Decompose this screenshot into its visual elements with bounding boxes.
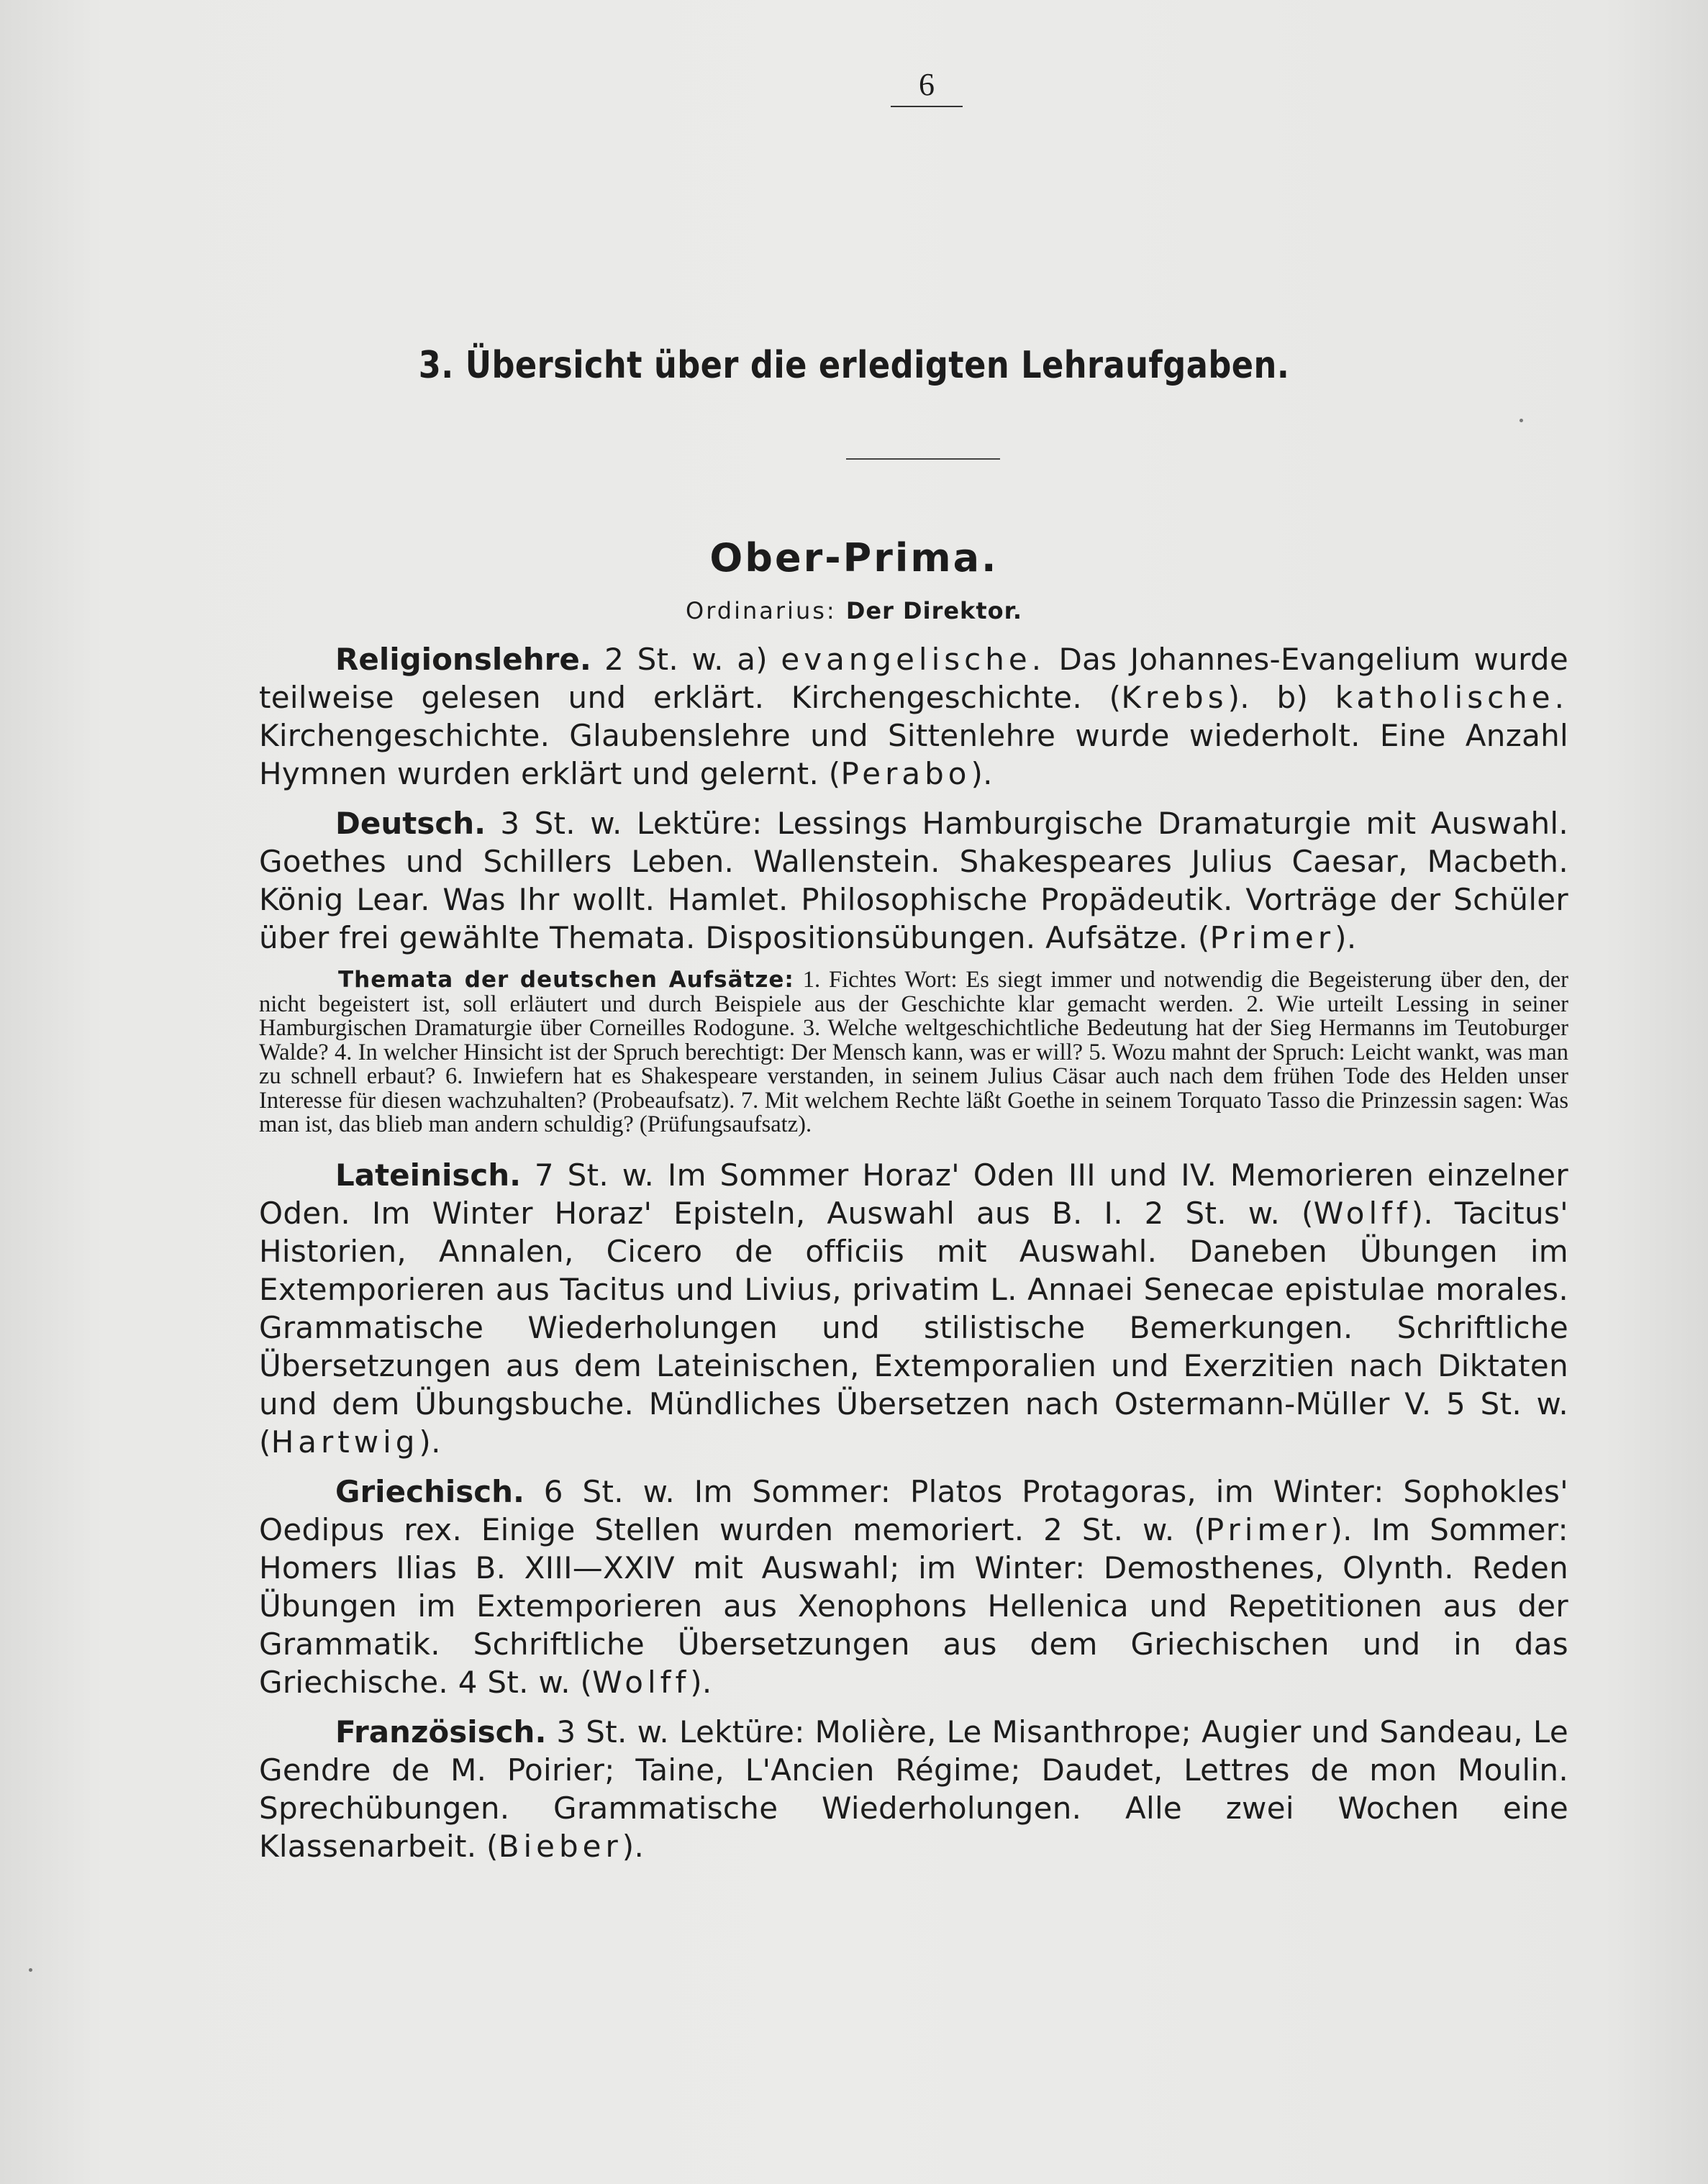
- teacher-name: Primer: [1205, 1511, 1331, 1547]
- themata-label: Themata der deutschen Aufsätze:: [338, 967, 794, 993]
- spaced-text: katholische.: [1335, 680, 1568, 715]
- paragraph-text: 7 St. w. Im Sommer Horaz' Oden III und IV. Memorieren einzelner Oden. Im Winter Horaz' Episteln, Auswahl aus B. I. 2 St. w. (: [259, 1157, 1568, 1231]
- subject-heading: Französisch.: [335, 1714, 547, 1750]
- page-number: 6: [891, 66, 963, 107]
- griechisch-paragraph: [259, 1473, 1568, 1701]
- speck: [1520, 419, 1523, 422]
- latein-paragraph: [259, 1156, 1568, 1461]
- paragraph-text: ). Tacitus' Historien, Annalen, Cicero de officiis mit Auswahl. Daneben Übungen im Extemporieren aus Tacitus und Livius, privatim L. Annaei Senecae epistulae morales. Grammatische Wiederholungen und stilistische Bemerkungen. Schriftliche Übersetzungen aus dem Lateinischen, Extemporalien und Exerzitien nach Diktaten und dem Übungsbuche. Mündliches Übersetzen nach Ostermann-Müller V. 5 St. w. (: [259, 1195, 1568, 1460]
- ordinarius-name: Der Direktor.: [845, 597, 1022, 624]
- paragraph-text: ).: [419, 1424, 441, 1460]
- page-heading: 3. Übersicht über die erledigten Lehraufgaben.: [418, 344, 1290, 387]
- themata-paragraph: [259, 968, 1568, 1137]
- subject-heading: Lateinisch.: [335, 1157, 522, 1193]
- heading-divider: [846, 458, 1000, 460]
- deutsch-paragraph: [259, 804, 1568, 957]
- spaced-text: evangelische.: [781, 642, 1046, 677]
- paragraph-text: 3 St. w. Lektüre: Lessings Hamburgische Dramaturgie mit Auswahl. Goethes und Schillers Leben. Wallenstein. Shakespeares Julius Caesar, Macbeth. König Lear. Was Ihr wollt. Hamlet. Philosophische Propädeutik. Vorträge der Schüler über frei gewählte Themata. Dispositionsübungen. Aufsätze. (: [259, 806, 1568, 955]
- subject-heading: Griechisch.: [335, 1473, 525, 1509]
- teacher-name: Hartwig: [271, 1424, 419, 1460]
- ordinarius-line: [0, 597, 1708, 624]
- teacher-name: Bieber: [498, 1828, 622, 1864]
- paragraph-text: Kirchengeschichte. Glaubenslehre und Sittenlehre wurde wiederholt. Eine Anzahl Hymnen wurden erklärt und gelernt. (: [259, 718, 1568, 791]
- teacher-name: Krebs: [1121, 680, 1228, 715]
- paragraph-text: 3 St. w. Lektüre: Molière, Le Misanthrope; Augier und Sandeau, Le Gendre de M. Poirier; Taine, L'Ancien Régime; Daudet, Lettres de mon Moulin. Sprechübungen. Grammatische Wiederholungen. Alle zwei Wochen eine Klassenarbeit. (: [259, 1714, 1568, 1864]
- paragraph-text: Das Johannes-Evangelium wurde teilweise gelesen und erklärt. Kirchengeschichte. (: [259, 642, 1569, 715]
- section-title: Ober-Prima.: [709, 535, 999, 581]
- paragraph-text: ). b): [1227, 680, 1335, 715]
- subject-heading: Deutsch.: [335, 806, 486, 841]
- teacher-name: Primer: [1209, 920, 1335, 955]
- teacher-name: Wolff: [592, 1664, 691, 1700]
- paragraph-text: ).: [1335, 920, 1357, 955]
- paragraph-text: 2 St. w. a): [591, 642, 781, 677]
- content-body: [259, 640, 1568, 1877]
- paragraph-text: 6 St. w. Im Sommer: Platos Protagoras, im Winter: Sophokles' Oedipus rex. Einige Stellen wurden memoriert. 2 St. w. (: [259, 1473, 1568, 1547]
- paragraph-text: ).: [690, 1664, 712, 1700]
- teacher-name: Perabo: [840, 756, 971, 791]
- speck: [29, 1968, 32, 1972]
- paragraph-text: ). Im Sommer: Homers Ilias B. XIII—XXIV mit Auswahl; im Winter: Demosthenes, Olynth. Reden Übungen im Extemporieren aus Xenophons Hellenica und Repetitionen aus der Grammatik. Schriftliche Übersetzungen aus dem Griechischen und in das Griechische. 4 St. w. (: [259, 1511, 1569, 1700]
- themata-text: 1. Fichtes Wort: Es siegt immer und notwendig die Begeisterung über den, der nicht begeistert ist, soll erläutert und durch Beispiele aus der Geschichte klar gemacht werden. 2. Wie urteilt Lessing in seiner Hamburgischen Dramaturgie über Corneilles Rodogune. 3. Welche weltgeschichtliche Bedeutung hat der Sieg Hermanns im Teutoburger Walde? 4. In welcher Hinsicht ist der Spruch berechtigt: Der Mensch kann, was er will? 5. Wozu mahnt der Spruch: Leicht wankt, was man zu schnell erbaut? 6. Inwiefern hat es Shakespeare verstanden, in seinem Julius Cäsar auch nach dem frühen Tode des Helden unser Interesse für diesen wachzuhalten? (Probeaufsatz). 7. Mit welchem Rechte läßt Goethe in seinem Torquato Tasso die Prinzessin sagen: Was man ist, das blieb man andern schuldig? (Prüfungsaufsatz).: [259, 967, 1568, 1137]
- teacher-name: Wolff: [1313, 1195, 1412, 1231]
- subject-heading: Religionslehre.: [335, 642, 591, 677]
- paragraph-text: ).: [971, 756, 993, 791]
- religion-paragraph: [259, 640, 1568, 793]
- franzoesisch-paragraph: [259, 1713, 1568, 1865]
- paragraph-text: ).: [622, 1828, 645, 1864]
- ordinarius-label: Ordinarius:: [686, 597, 837, 624]
